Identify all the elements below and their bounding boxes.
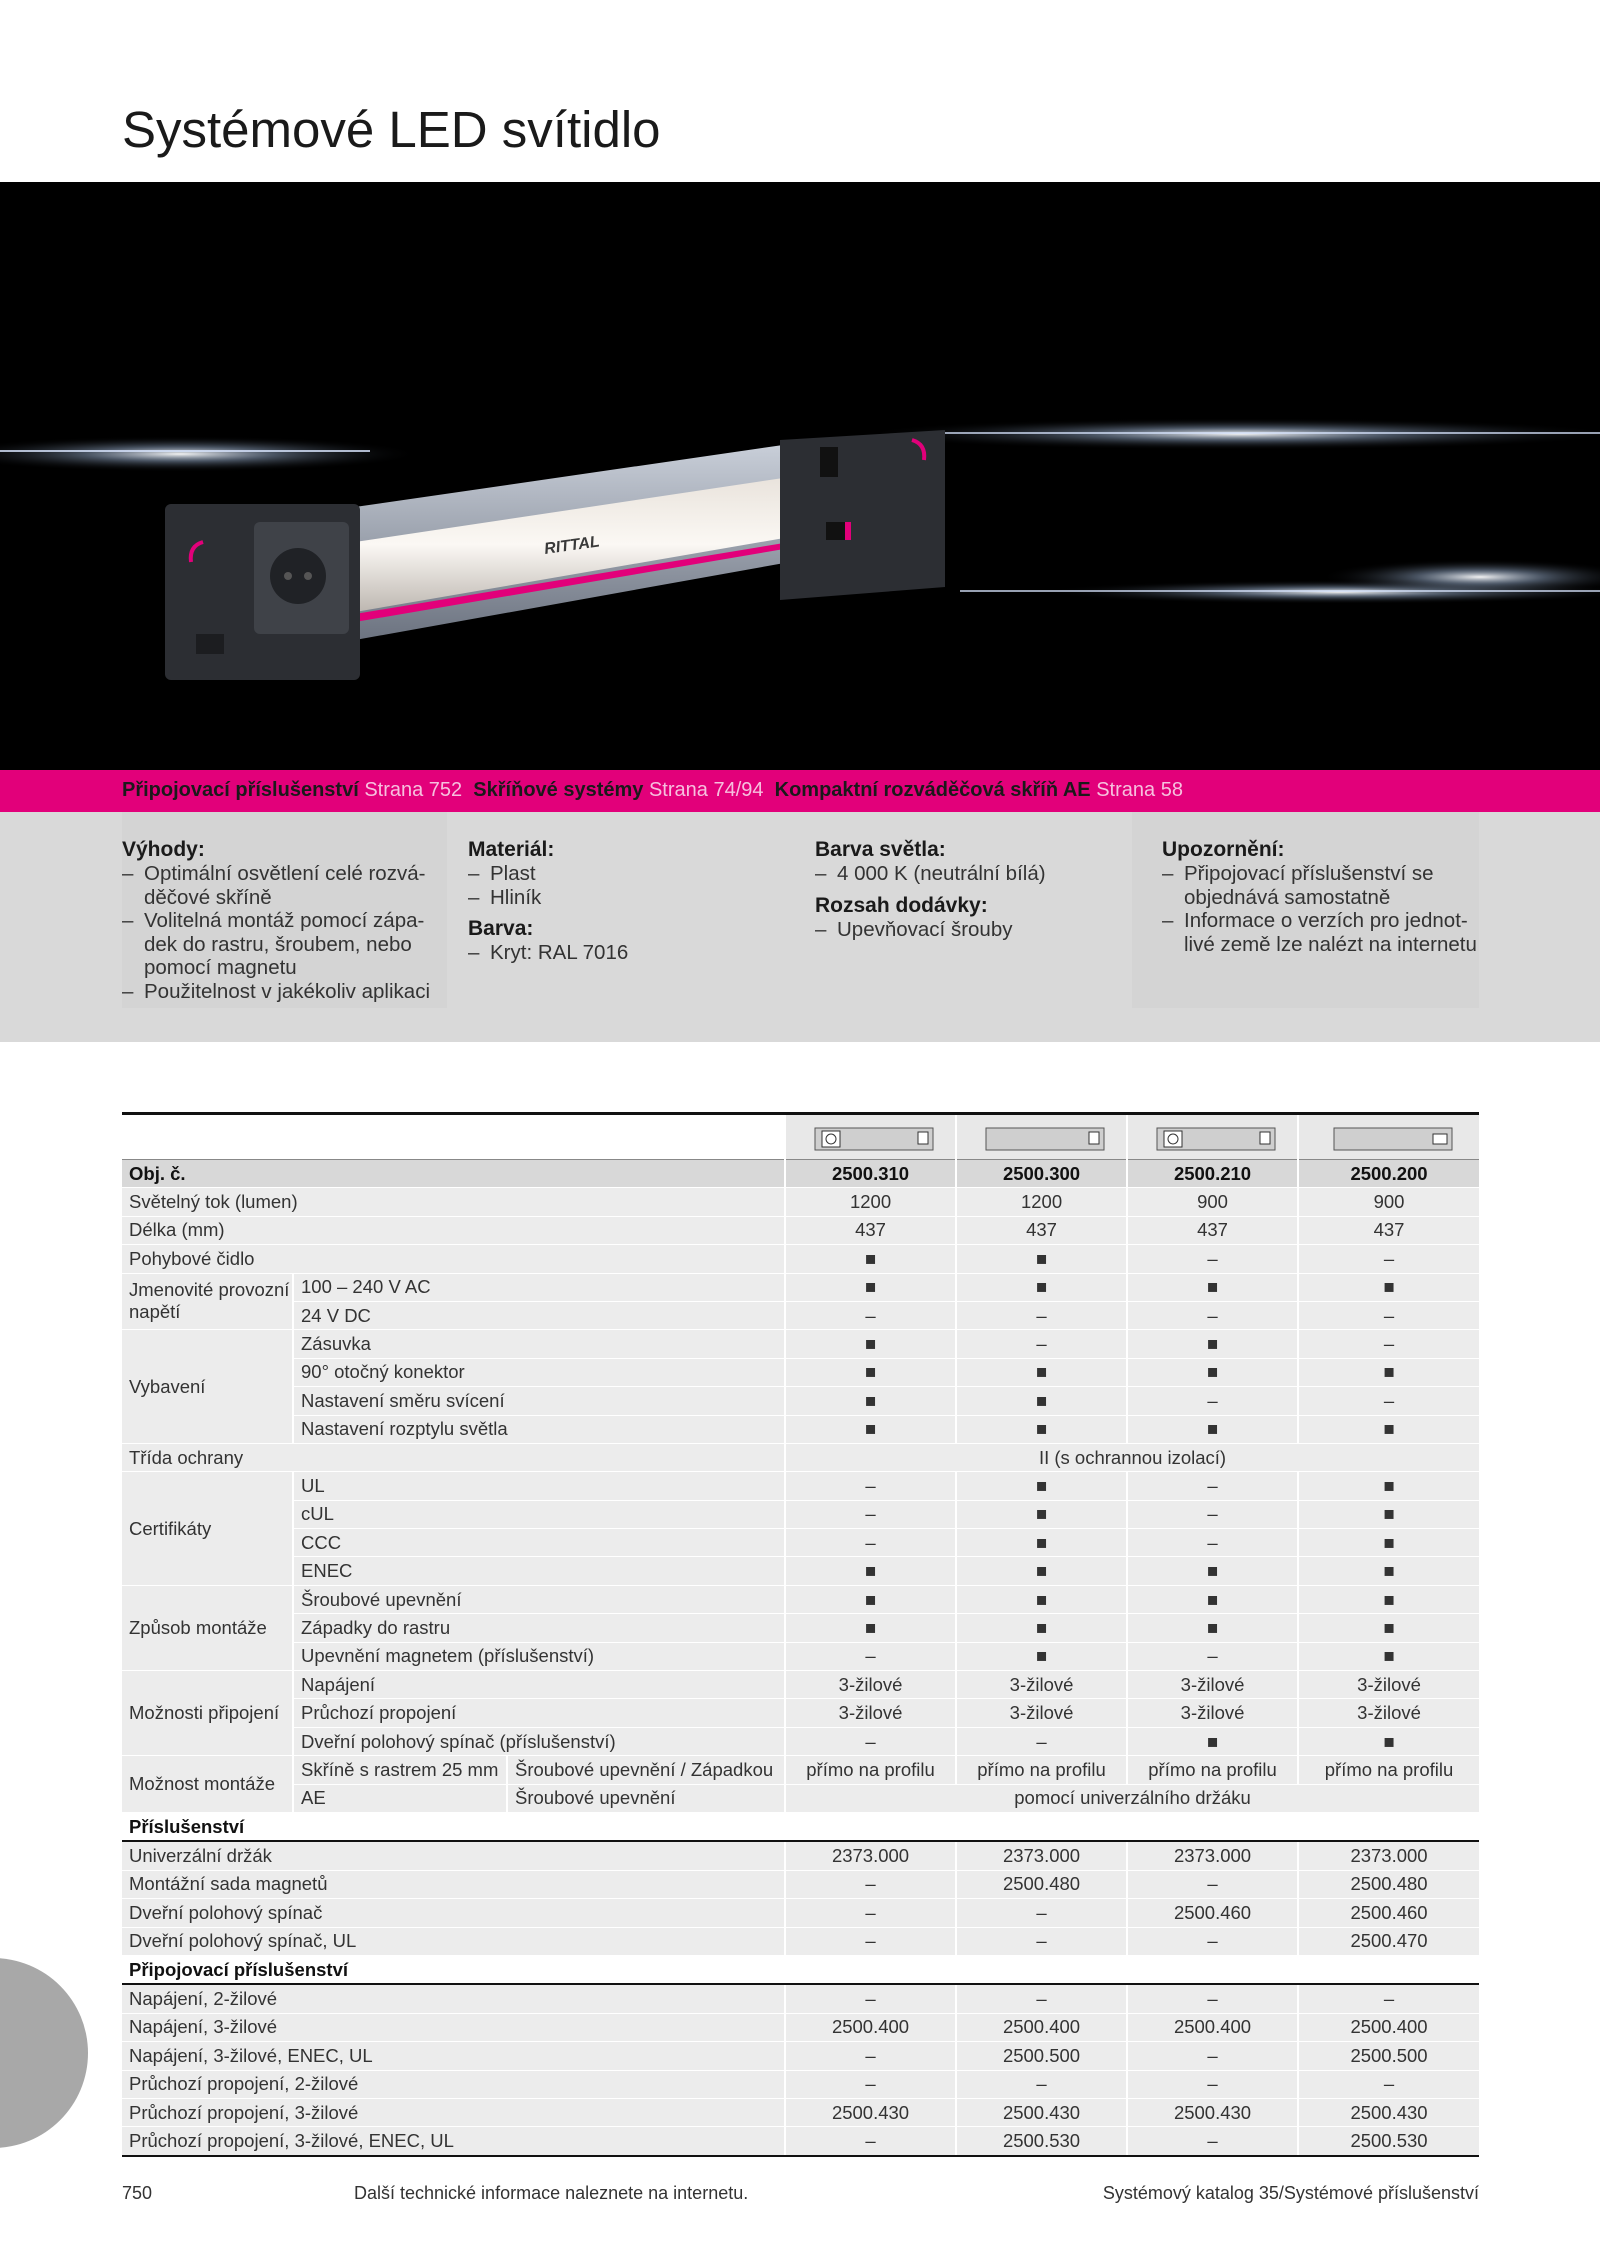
light-column (815, 838, 1135, 941)
scope-heading: Rozsah dodávky: (815, 893, 988, 917)
cell: 3-žilové (785, 1699, 956, 1727)
cell: – (1127, 1245, 1298, 1273)
list-item: – Upevňovací šrouby (815, 918, 1135, 942)
cell: – (1127, 2127, 1298, 2156)
table-row (122, 1841, 1479, 1870)
cell: II (s ochrannou izolací) (785, 1443, 1479, 1471)
group-label: Vybavení (122, 1330, 293, 1444)
cell: 2500.480 (1298, 1870, 1479, 1898)
cell: – (956, 1984, 1127, 2013)
cell: ■ (1298, 1358, 1479, 1386)
cell: – (1127, 1529, 1298, 1557)
table-row (122, 1870, 1479, 1898)
table-row (122, 1330, 1479, 1358)
cell: 437 (785, 1216, 956, 1244)
cell: – (1127, 1301, 1298, 1329)
features-band (0, 812, 1600, 1042)
cell: – (1298, 1330, 1479, 1358)
order-number: 2500.300 (956, 1160, 1127, 1188)
row-label: Napájení (293, 1671, 785, 1699)
cell: 2500.500 (1298, 2042, 1479, 2070)
cell: – (1127, 1927, 1298, 1955)
table-row (122, 1671, 1479, 1699)
product-thumbnail (785, 1114, 956, 1160)
cell: 2500.480 (956, 1870, 1127, 1898)
cell: – (1127, 1387, 1298, 1415)
table-row (122, 1472, 1479, 1500)
cell: ■ (1127, 1727, 1298, 1755)
table-row (122, 1500, 1479, 1528)
row-label: Nastavení rozptylu světla (293, 1415, 785, 1443)
list-item: – Plast (468, 862, 788, 886)
cell: ■ (956, 1557, 1127, 1585)
cell: ■ (1127, 1415, 1298, 1443)
cell: ■ (1298, 1500, 1479, 1528)
cell: přímo na profilu (956, 1756, 1127, 1784)
cell: – (1127, 2070, 1298, 2098)
row-label: AE (293, 1784, 507, 1812)
cell: – (785, 1870, 956, 1898)
row-label: Dveřní polohový spínač (122, 1899, 785, 1927)
cell: 3-žilové (956, 1671, 1127, 1699)
link-ref[interactable]: Strana 752 (364, 779, 463, 801)
spec-table (122, 1112, 1479, 2157)
table-row (122, 1273, 1479, 1301)
cell: ■ (956, 1500, 1127, 1528)
cell: ■ (956, 1273, 1127, 1301)
cell: – (1298, 2070, 1479, 2098)
cell: – (1298, 1245, 1479, 1273)
list-item: – 4 000 K (neutrální bílá) (815, 862, 1135, 886)
advantages-column (122, 838, 452, 1003)
cell: 2500.400 (956, 2013, 1127, 2041)
cell: 2500.430 (1298, 2098, 1479, 2126)
row-label: Skříně s rastrem 25 mm (293, 1756, 507, 1784)
material-column (468, 838, 788, 965)
cell: – (785, 1927, 956, 1955)
cell: – (785, 1984, 956, 2013)
order-number: 2500.210 (1127, 1160, 1298, 1188)
row-label: Nastavení směru svícení (293, 1387, 785, 1415)
cell: – (785, 1301, 956, 1329)
cell: ■ (956, 1529, 1127, 1557)
cell: – (785, 1899, 956, 1927)
group-label: Certifikáty (122, 1472, 293, 1586)
table-row (122, 1984, 1479, 2013)
link-ref[interactable]: Strana 58 (1096, 779, 1183, 801)
table-row (122, 1756, 1479, 1784)
cell: – (785, 1727, 956, 1755)
cell: přímo na profilu (1127, 1756, 1298, 1784)
cell: ■ (1298, 1273, 1479, 1301)
cell: 3-žilové (1298, 1699, 1479, 1727)
cell: přímo na profilu (1298, 1756, 1479, 1784)
color-heading: Barva: (468, 917, 534, 940)
cell: ■ (785, 1245, 956, 1273)
section-heading: Připojovací příslušenství (122, 1955, 1479, 1984)
cell: 2500.430 (1127, 2098, 1298, 2126)
cell: – (1298, 1984, 1479, 2013)
list-item: – Hliník (468, 886, 788, 910)
row-label: UL (293, 1472, 785, 1500)
page-edge-tab (0, 1958, 88, 2148)
cell: ■ (1298, 1557, 1479, 1585)
cell: – (785, 1529, 956, 1557)
cell: 1200 (785, 1188, 956, 1216)
cell: 2500.400 (785, 2013, 956, 2041)
product-thumbnail (1127, 1114, 1298, 1160)
table-row (122, 1245, 1479, 1273)
row-label: Třída ochrany (122, 1443, 785, 1471)
cell: ■ (1127, 1273, 1298, 1301)
table-row (122, 1614, 1479, 1642)
row-label: ENEC (293, 1557, 785, 1585)
footer-catalog: Systémový katalog 35/Systémové příslušenství (1102, 2183, 1479, 2203)
group-label: Způsob montáže (122, 1585, 293, 1670)
cell: 437 (1127, 1216, 1298, 1244)
cell: 1200 (956, 1188, 1127, 1216)
cell: ■ (1298, 1529, 1479, 1557)
table-row (122, 1642, 1479, 1670)
order-number: 2500.310 (785, 1160, 956, 1188)
cell: – (1127, 1870, 1298, 1898)
cell: – (1127, 1472, 1298, 1500)
link-label[interactable]: Skříňové systémy (473, 779, 644, 801)
product-thumbnail (956, 1114, 1127, 1160)
cell: 3-žilové (1298, 1671, 1479, 1699)
advantages-heading: Výhody: (122, 838, 205, 861)
row-sublabel: Šroubové upevnění / Západkou (507, 1756, 785, 1784)
cell: 2500.530 (1298, 2127, 1479, 2156)
brand-logo: RITTAL (543, 533, 601, 558)
table-row (122, 1415, 1479, 1443)
product-thumbnail (1298, 1114, 1479, 1160)
notes-column (1162, 838, 1482, 956)
page-title: Systémové LED svítidlo (122, 101, 661, 158)
table-row (122, 2098, 1479, 2126)
list-item: – Kryt: RAL 7016 (468, 941, 788, 965)
cell: ■ (956, 1245, 1127, 1273)
light-color-heading: Barva světla: (815, 838, 946, 861)
cell: ■ (1298, 1727, 1479, 1755)
cell: 2373.000 (1127, 1841, 1298, 1870)
link-label[interactable]: Kompaktní rozváděčová skříň AE (774, 779, 1091, 801)
cell: 2500.530 (956, 2127, 1127, 2156)
section-heading: Příslušenství (122, 1812, 1479, 1841)
cell: 3-žilové (956, 1699, 1127, 1727)
table-row (122, 1387, 1479, 1415)
table-row (122, 1899, 1479, 1927)
cell: ■ (785, 1614, 956, 1642)
cell: ■ (1298, 1585, 1479, 1613)
page-number: 750 (122, 2183, 153, 2203)
advantages-list (122, 862, 452, 1003)
row-label: cUL (293, 1500, 785, 1528)
cell: ■ (1298, 1472, 1479, 1500)
table-row (122, 2127, 1479, 2156)
footer-note: Další technické informace naleznete na internetu. (354, 2183, 749, 2203)
row-label: Napájení, 3-žilové (122, 2013, 785, 2041)
cell: ■ (956, 1415, 1127, 1443)
cell: 2373.000 (956, 1841, 1127, 1870)
table-row (122, 1927, 1479, 1955)
cell: – (1127, 1500, 1298, 1528)
table-row (122, 2042, 1479, 2070)
cell: – (956, 2070, 1127, 2098)
cell: ■ (1127, 1585, 1298, 1613)
row-label: Průchozí propojení, 2-žilové (122, 2070, 785, 2098)
cell: – (785, 1642, 956, 1670)
cell: – (1298, 1301, 1479, 1329)
cell: – (956, 1927, 1127, 1955)
group-label: Jmenovité provozní napětí (122, 1273, 293, 1330)
order-number: 2500.200 (1298, 1160, 1479, 1188)
table-row (122, 1585, 1479, 1613)
notes-heading: Upozornění: (1162, 838, 1285, 861)
table-row (122, 1529, 1479, 1557)
cell: 2500.500 (956, 2042, 1127, 2070)
cell: ■ (1127, 1614, 1298, 1642)
cell: 3-žilové (785, 1671, 956, 1699)
cell: 2373.000 (785, 1841, 956, 1870)
order-number-label: Obj. č. (122, 1160, 785, 1188)
cell: ■ (956, 1614, 1127, 1642)
row-label: Světelný tok (lumen) (122, 1188, 785, 1216)
cell: ■ (785, 1557, 956, 1585)
cell: ■ (1298, 1415, 1479, 1443)
related-links-bar (0, 770, 1600, 812)
cell: přímo na profilu (785, 1756, 956, 1784)
row-label: Montážní sada magnetů (122, 1870, 785, 1898)
table-row (122, 1784, 1479, 1812)
cell: – (1127, 2042, 1298, 2070)
row-label: Napájení, 3-žilové, ENEC, UL (122, 2042, 785, 2070)
table-row (122, 2070, 1479, 2098)
cell: 900 (1127, 1188, 1298, 1216)
cell: – (956, 1727, 1127, 1755)
table-row (122, 1216, 1479, 1244)
table-row (122, 1301, 1479, 1329)
cell: – (785, 1472, 956, 1500)
list-item: – Připojovací příslušenství se objednává samostatně (1162, 862, 1482, 909)
table-row (122, 1557, 1479, 1585)
table-row (122, 2013, 1479, 2041)
link-label[interactable]: Připojovací příslušenství (122, 779, 359, 801)
cell: ■ (785, 1330, 956, 1358)
row-label: Upevnění magnetem (příslušenství) (293, 1642, 785, 1670)
cell: 437 (956, 1216, 1127, 1244)
row-label: Délka (mm) (122, 1216, 785, 1244)
table-row (122, 1443, 1479, 1471)
cell: 2500.430 (956, 2098, 1127, 2126)
cell: ■ (785, 1358, 956, 1386)
cell: 2500.400 (1298, 2013, 1479, 2041)
row-label: CCC (293, 1529, 785, 1557)
cell: – (1127, 1984, 1298, 2013)
row-label: Dveřní polohový spínač (příslušenství) (293, 1727, 785, 1755)
cell: – (956, 1301, 1127, 1329)
table-row (122, 1727, 1479, 1755)
row-label: Dveřní polohový spínač, UL (122, 1927, 785, 1955)
cell: – (785, 2042, 956, 2070)
row-label: Napájení, 2-žilové (122, 1984, 785, 2013)
row-sublabel: Šroubové upevnění (507, 1784, 785, 1812)
cell: ■ (785, 1415, 956, 1443)
list-item: – Použitelnost v jakékoliv aplikaci (122, 980, 452, 1004)
cell: – (1127, 1642, 1298, 1670)
row-label: Průchozí propojení, 3-žilové, ENEC, UL (122, 2127, 785, 2156)
row-label: 100 – 240 V AC (293, 1273, 785, 1301)
cell: ■ (1298, 1642, 1479, 1670)
cell: ■ (1127, 1330, 1298, 1358)
cell: ■ (1298, 1614, 1479, 1642)
list-item: – Informace o verzích pro jednot- livé země lze nalézt na internetu (1162, 909, 1482, 956)
cell: – (785, 2070, 956, 2098)
table-row (122, 1358, 1479, 1386)
cell: ■ (1127, 1557, 1298, 1585)
cell: – (785, 2127, 956, 2156)
cell: – (956, 1330, 1127, 1358)
material-heading: Materiál: (468, 838, 555, 861)
group-label: Možnost montáže (122, 1756, 293, 1813)
cell: pomocí univerzálního držáku (785, 1784, 1479, 1812)
cell: ■ (785, 1273, 956, 1301)
link-ref[interactable]: Strana 74/94 (648, 779, 764, 801)
cell: 2500.430 (785, 2098, 956, 2126)
cell: ■ (956, 1585, 1127, 1613)
row-label: Zásuvka (293, 1330, 785, 1358)
row-label: Šroubové upevnění (293, 1585, 785, 1613)
row-label: Průchozí propojení (293, 1699, 785, 1727)
row-label: Průchozí propojení, 3-žilové (122, 2098, 785, 2126)
cell: 2373.000 (1298, 1841, 1479, 1870)
cell: – (785, 1500, 956, 1528)
cell: – (1298, 1387, 1479, 1415)
row-label: 24 V DC (293, 1301, 785, 1329)
cell: ■ (956, 1472, 1127, 1500)
cell: ■ (956, 1358, 1127, 1386)
cell: 900 (1298, 1188, 1479, 1216)
cell: 2500.460 (1298, 1899, 1479, 1927)
cell: – (956, 1899, 1127, 1927)
list-item: – Volitelná montáž pomocí zápa- dek do rastru, šroubem, nebo pomocí magnetu (122, 909, 452, 980)
cell: ■ (785, 1585, 956, 1613)
row-label: Univerzální držák (122, 1841, 785, 1870)
cell: 2500.470 (1298, 1927, 1479, 1955)
cell: 3-žilové (1127, 1671, 1298, 1699)
product-photo (0, 182, 1600, 770)
cell: 437 (1298, 1216, 1479, 1244)
row-label: 90° otočný konektor (293, 1358, 785, 1386)
cell: 2500.460 (1127, 1899, 1298, 1927)
cell: ■ (1127, 1358, 1298, 1386)
row-label: Pohybové čidlo (122, 1245, 785, 1273)
cell: 2500.400 (1127, 2013, 1298, 2041)
list-item: – Optimální osvětlení celé rozvá- děčové skříně (122, 862, 452, 909)
cell: ■ (785, 1387, 956, 1415)
table-row (122, 1699, 1479, 1727)
cell: 3-žilové (1127, 1699, 1298, 1727)
row-label: Západky do rastru (293, 1614, 785, 1642)
cell: ■ (956, 1642, 1127, 1670)
table-row (122, 1188, 1479, 1216)
group-label: Možnosti připojení (122, 1671, 293, 1756)
cell: ■ (956, 1387, 1127, 1415)
